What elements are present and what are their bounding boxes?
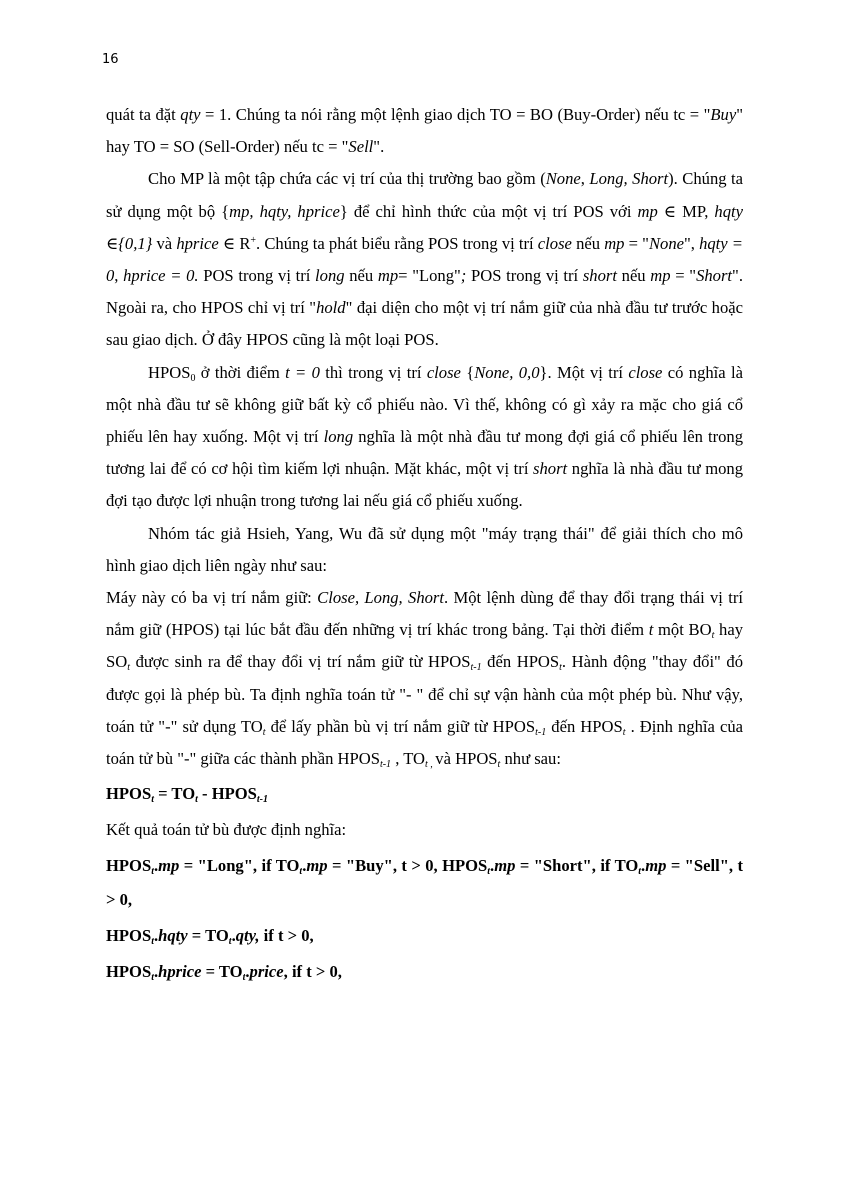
page-number: 16 — [102, 52, 119, 67]
paragraph-market-positions: Cho MP là một tập chứa các vị trí của thị trường bao gồm (None, Long, Short). Chúng ta sử dụng một bộ {mp, hqty, hprice} để chỉ hình thức của một vị trí POS với mp ∈ MP, hqty ∈{0,1} và hprice ∈ R+. Chúng ta phát biểu rằng POS trong vị trí close nếu mp = "None", hqty = 0, hprice = 0. POS trong vị trí long nếu mp= "Long"; POS trong vị trí short nếu mp = "Short". Ngoài ra, cho HPOS chỉ vị trí "hold" đại diện cho một vị trí nắm giữ của nhà đầu tư trước hoặc sau giao dịch. Ở đây HPOS cũng là một loại POS. — [106, 169, 744, 350]
formula-hqty: $HPOS_t.hqty = TO_t.qty$, if t > 0, — [106, 926, 314, 948]
paragraph-state-machine: Máy này có ba vị trí nắm giữ: Close, Long, Short. Một lệnh dùng để thay đổi trạng thái vị trí nắm giữ (HPOS) tại lúc bắt đầu đến những vị trí khác trong bảng. Tại thời điểm t một $BO_t$ hay $SO_t$ được sinh ra để thay đổi vị trí nắm giữ từ $HPOS_{t-1}$ đến $HPOS_t$. Hành động "thay đổi" đó được gọi là phép bù. Ta định nghĩa toán tử "- " để chỉ sự vận hành của một phép bù. Như vậy, toán tử "-" sử dụng $TO_t$ để lấy phần bù vị trí nắm giữ từ $HPOS_{t-1}$ đến $HPOS_t$ . Định nghĩa của toán tử bù "-" giữa các thành phần $HPOS_{t-1}$ , $TO_{t ,}$ và $HPOS_t$ như sau: — [106, 588, 744, 771]
paragraph-state-machine-intro: Nhóm tác giả Hsieh, Yang, Wu đã sử dụng một "máy trạng thái" để giải thích cho mô hình giao dịch liên ngày như sau: — [106, 523, 743, 575]
document-body — [106, 99, 743, 991]
formula-mp: $HPOS_t.mp$ = "Long", if $TO_t.mp$ = "Buy", t > 0, $HPOS_t.mp$ = "Short", if $TO_t.mp$ = "Sell", t > 0, — [106, 856, 744, 910]
formula-hprice: $HPOS_t.hprice$ = $TO_t.price$, if t > 0, — [106, 962, 342, 984]
formula-complement: $HPOS_t = TO_t$ - $HPOS_{t-1}$ — [106, 784, 269, 806]
paragraph-result-intro: Kết quả toán tử bù được định nghĩa: — [106, 820, 347, 840]
paragraph-qty: quát ta đặt qty = 1. Chúng ta nói rằng một lệnh giao dịch TO = BO (Buy-Order) nếu tc = "Buy" hay TO = SO (Sell-Order) nếu tc = "Sell". — [106, 105, 743, 157]
paragraph-hpos-initial: $HPOS_0$ ở thời điểm t = 0 thì trong vị trí close {None, 0,0}. Một vị trí close có nghĩa là một nhà đầu tư sẽ không giữ bất kỳ cổ phiếu nào. Vì thế, không có gì xảy ra mặc cho giá cổ phiếu lên hay xuống. Một vị trí long nghĩa là một nhà đầu tư mong đợi giá cổ phiếu lên trong tương lai để có cơ hội tìm kiếm lợi nhuận. Mặt khác, một vị trí short nghĩa là nhà đầu tư mong đợi tạo được lợi nhuận trong tương lai nếu giá cổ phiếu xuống. — [106, 362, 743, 511]
